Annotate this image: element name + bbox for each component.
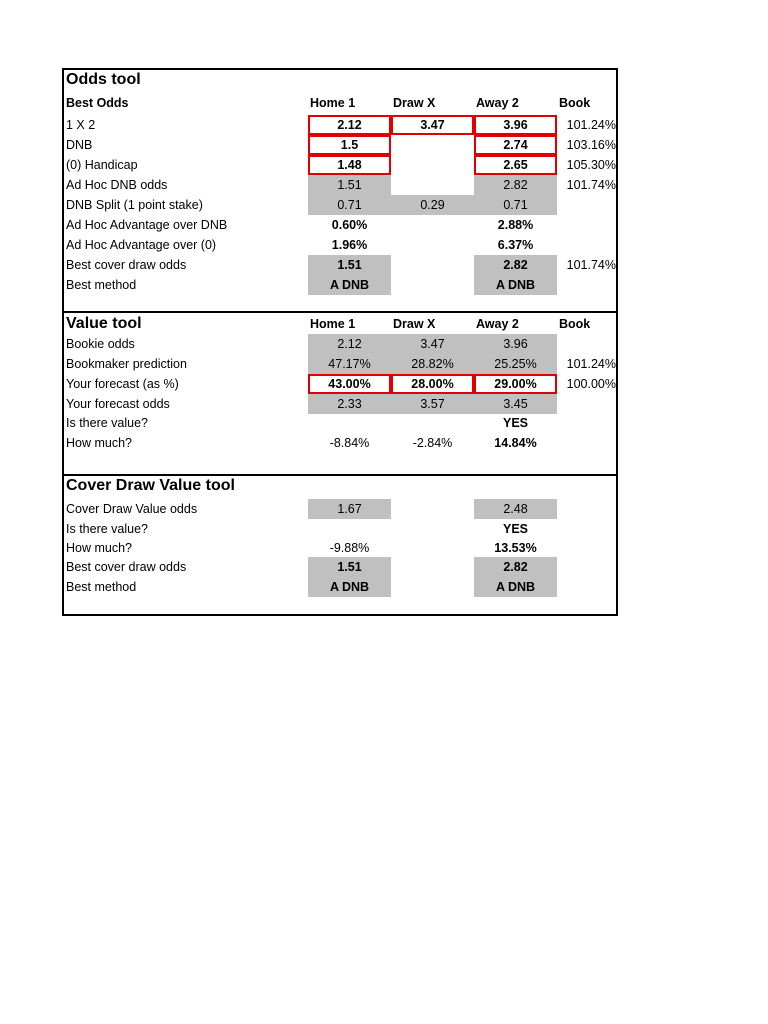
home-value-cell: 1.51 (308, 557, 391, 577)
row-dnb (64, 135, 616, 155)
home-value-cell: 47.17% (308, 354, 391, 374)
row-label: DNB Split (1 point stake) (66, 198, 203, 212)
away-forecast-input[interactable]: 29.00% (474, 374, 557, 394)
book-cell: 100.00% (566, 377, 616, 391)
draw-forecast-input[interactable]: 28.00% (391, 374, 474, 394)
row-best-cover-draw-odds (64, 557, 616, 577)
row-dnb-split (64, 195, 616, 215)
home-value-cell: 2.12 (308, 334, 391, 354)
row-label: Your forecast odds (66, 397, 170, 411)
away-value-cell: 2.82 (474, 175, 557, 195)
away-value-cell: 14.84% (494, 436, 537, 450)
best-odds-header: Best Odds (66, 96, 129, 110)
row-label: Is there value? (66, 522, 148, 536)
away-value-cell: 13.53% (494, 541, 537, 555)
away-value-cell: 2.82 (474, 557, 557, 577)
odds-tool-title: Odds tool (66, 71, 141, 88)
home-value-cell: 2.33 (308, 394, 391, 414)
row-label: Best cover draw odds (66, 258, 187, 272)
away-value-cell: 6.37% (497, 238, 534, 252)
home-odds-cell[interactable]: 2.12 (308, 115, 391, 135)
away-value-cell: 2.88% (497, 218, 534, 232)
away-odds-cell[interactable]: 2.74 (474, 135, 557, 155)
value-tool-header-row (64, 314, 616, 334)
odds-spreadsheet (62, 68, 618, 616)
book-cell: 101.74% (566, 178, 616, 192)
away-value-cell: A DNB (474, 275, 557, 295)
home-value-cell: 1.67 (308, 499, 391, 519)
row-best-method (64, 275, 616, 295)
home-value-cell: 0.60% (331, 218, 368, 232)
home-value-cell: 1.51 (308, 255, 391, 275)
draw-value-cell: 3.47 (391, 334, 474, 354)
away-header: Away 2 (476, 96, 519, 110)
book-cell: 101.24% (566, 118, 616, 132)
book-cell: 101.74% (566, 258, 616, 272)
odds-tool-section (64, 70, 616, 313)
row-your-forecast-pct (64, 374, 616, 394)
home-value-cell: A DNB (308, 577, 391, 597)
row-label: Cover Draw Value odds (66, 502, 198, 516)
home-forecast-input[interactable]: 43.00% (308, 374, 391, 394)
row-best-method (64, 577, 616, 597)
away-value-cell: A DNB (474, 577, 557, 597)
row-cover-draw-value-odds (64, 499, 616, 519)
home-header: Home 1 (310, 96, 356, 110)
row-label: Bookie odds (66, 337, 135, 351)
row-your-forecast-odds (64, 394, 616, 414)
home-value-cell: -9.88% (329, 541, 370, 555)
row-label: (0) Handicap (66, 158, 138, 172)
row-is-there-value (64, 413, 616, 433)
home-header: Home 1 (310, 317, 356, 331)
draw-value-cell: 28.82% (391, 354, 474, 374)
odds-tool-header-row (64, 93, 616, 113)
away-header: Away 2 (476, 317, 519, 331)
away-value-cell: 3.45 (474, 394, 557, 414)
book-header: Book (559, 96, 591, 110)
row-bookie-odds (64, 334, 616, 354)
row-label: 1 X 2 (66, 118, 96, 132)
row-label: Best method (66, 278, 137, 292)
row-label: Your forecast (as %) (66, 377, 179, 391)
row-adhoc-dnb-odds (64, 175, 616, 195)
row-how-much (64, 433, 616, 453)
away-value-cell: 3.96 (474, 334, 557, 354)
row-label: Ad Hoc Advantage over (0) (66, 238, 217, 252)
away-value-cell: 25.25% (474, 354, 557, 374)
row-label: Best method (66, 580, 137, 594)
home-value-cell: 1.51 (308, 175, 391, 195)
home-value-cell: -8.84% (329, 436, 370, 450)
row-label: How much? (66, 436, 132, 450)
row-label: DNB (66, 138, 93, 152)
draw-header: Draw X (393, 96, 436, 110)
away-value-cell: 0.71 (474, 195, 557, 215)
row-label: Ad Hoc DNB odds (66, 178, 168, 192)
home-odds-cell[interactable]: 1.5 (308, 135, 391, 155)
row-how-much (64, 538, 616, 558)
row-bookmaker-prediction (64, 354, 616, 374)
book-cell: 103.16% (566, 138, 616, 152)
row-1x2 (64, 115, 616, 135)
row-label: How much? (66, 541, 132, 555)
draw-value-cell: -2.84% (412, 436, 453, 450)
row-handicap (64, 155, 616, 175)
value-tool-title: Value tool (66, 315, 142, 332)
away-odds-cell[interactable]: 2.65 (474, 155, 557, 175)
row-best-cover-draw-odds (64, 255, 616, 275)
row-adhoc-advantage-handicap (64, 235, 616, 255)
row-label: Is there value? (66, 416, 148, 430)
away-value-cell: YES (502, 416, 528, 430)
row-label: Best cover draw odds (66, 560, 187, 574)
book-header: Book (559, 317, 591, 331)
book-cell: 105.30% (566, 158, 616, 172)
away-value-cell: 2.82 (474, 255, 557, 275)
odds-tool-title-row (64, 70, 616, 90)
cover-draw-value-tool-title: Cover Draw Value tool (66, 477, 235, 494)
book-cell: 101.24% (566, 357, 616, 371)
row-is-there-value (64, 519, 616, 539)
away-odds-cell[interactable]: 3.96 (474, 115, 557, 135)
row-label: Bookmaker prediction (66, 357, 187, 371)
away-value-cell: 2.48 (474, 499, 557, 519)
draw-header: Draw X (393, 317, 436, 331)
row-label: Ad Hoc Advantage over DNB (66, 218, 228, 232)
draw-value-cell: 0.29 (391, 195, 474, 215)
cover-draw-value-tool-section (64, 476, 616, 616)
cover-draw-title-row (64, 476, 616, 496)
value-tool-section (64, 313, 616, 476)
draw-odds-cell[interactable]: 3.47 (391, 115, 474, 135)
away-value-cell: YES (502, 522, 528, 536)
row-adhoc-advantage-dnb (64, 215, 616, 235)
home-value-cell: 0.71 (308, 195, 391, 215)
home-value-cell: A DNB (308, 275, 391, 295)
home-value-cell: 1.96% (331, 238, 368, 252)
home-odds-cell[interactable]: 1.48 (308, 155, 391, 175)
draw-value-cell: 3.57 (391, 394, 474, 414)
